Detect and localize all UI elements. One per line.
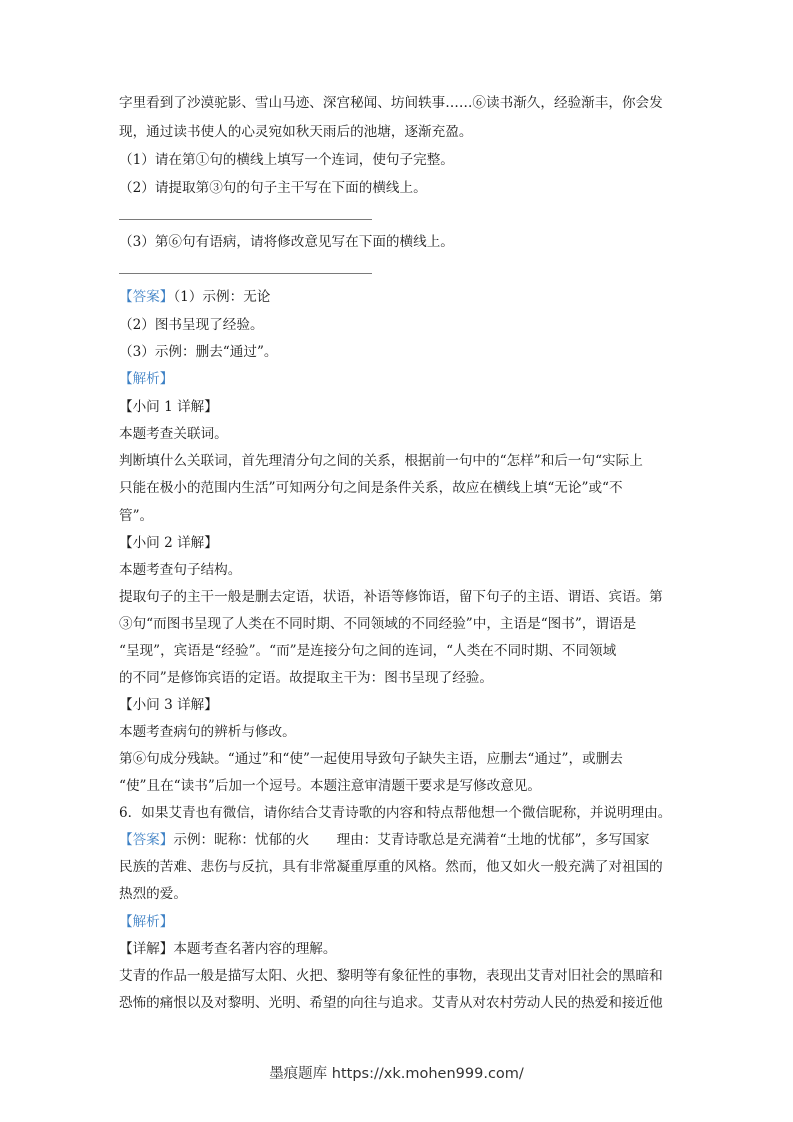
answer-text: （1）示例：无论: [173, 289, 271, 305]
analysis-text: 只能在极小的范围内生活”可知两分句之间是条件关系，故应在横线上填“无论”或“不: [119, 480, 623, 496]
answer-blank-line: [119, 219, 372, 220]
analysis-text: “呈现”，宾语是“经验”。“而”是连接分句之间的连词，“人类在不同时期、不同领域: [119, 643, 617, 659]
analysis-text: 提取句子的主干一般是删去定语，状语，补语等修饰语，留下句子的主语、谓语、宾语。第: [119, 589, 663, 605]
answer-line: [119, 830, 679, 850]
answer-label: 【答案】: [119, 832, 174, 848]
analysis-text: 判断填什么关联词，首先理清分句之间的关系，根据前一句中的“怎样”和后一句“实际上: [119, 453, 643, 469]
analysis-text: 艾青的作品一般是描写太阳、火把、黎明等有象征性的事物，表现出艾青对旧社会的黑暗和: [119, 968, 663, 984]
passage-line: 字里看到了沙漠驼影、雪山马迹、深宫秘闻、坊间轶事……⑥读书渐久，经验渐丰，你会发: [119, 95, 663, 111]
passage-line: 现，通过读书使人的心灵宛如秋天雨后的池塘，逐渐充盈。: [119, 124, 473, 140]
analysis-text: 恐怖的痛恨以及对黎明、光明、希望的向往与追求。艾青从对农村劳动人民的热爱和接近他: [119, 995, 663, 1011]
answer-line: （2）图书呈现了经验。: [119, 317, 264, 333]
detail-label: 【详解】: [119, 941, 174, 957]
analysis-text: 的不同”是修饰宾语的定语。故提取主干为：图书呈现了经验。: [119, 670, 493, 686]
analysis-text: 本题考查关联词。: [119, 426, 228, 442]
sub-question-heading: 【小问 1 详解】: [119, 399, 218, 415]
answer-line: [119, 287, 679, 307]
analysis-text: 第⑥句成分残缺。“通过”和“使”一起使用导致句子缺失主语，应删去“通过”，或删去: [119, 751, 623, 767]
answer-label: 【答案】: [119, 289, 174, 305]
analysis-text: “使”且在“读书”后加一个逗号。本题注意审清题干要求是写修改意见。: [119, 778, 542, 794]
question-item: （2）请提取第③句的句子主干写在下面的横线上。: [119, 180, 427, 196]
sub-question-heading: 【小问 2 详解】: [119, 535, 218, 551]
analysis-text: 管”。: [119, 508, 154, 524]
footer-watermark: 墨痕题库 https://xk.mohen999.com/: [269, 1066, 524, 1082]
analysis-text: 本题考查病句的辨析与修改。: [119, 724, 296, 740]
question-item: （3）第⑥句有语病，请将修改意见写在下面的横线上。: [119, 234, 454, 250]
answer-line: 热烈的爱。: [119, 886, 187, 902]
sub-question-heading: 【小问 3 详解】: [119, 697, 218, 713]
answer-blank-line: [119, 273, 372, 274]
analysis-text: 本题考查句子结构。: [119, 562, 242, 578]
analysis-text: ③句“而图书呈现了人类在不同时期、不同领域的不同经验”中，主语是“图书”，谓语是: [119, 616, 637, 632]
answer-text: 示例：昵称：忧郁的火 理由：艾青诗歌总是充满着“土地的忧郁”，多写国家: [173, 832, 650, 848]
answer-line: （3）示例：删去“通过”。: [119, 344, 278, 360]
question-6: 6．如果艾青也有微信，请你结合艾青诗歌的内容和特点帮他想一个微信昵称，并说明理由。: [119, 805, 672, 821]
detail-text: 本题考查名著内容的理解。: [173, 941, 337, 957]
detail-line: [119, 939, 679, 959]
answer-line: 民族的苦难、悲伤与反抗，具有非常凝重厚重的风格。然而，他又如火一般充满了对祖国的: [119, 859, 663, 875]
question-item: （1）请在第①句的横线上填写一个连词，使句子完整。: [119, 152, 454, 168]
analysis-label: 【解析】: [119, 914, 174, 930]
analysis-label: 【解析】: [119, 371, 174, 387]
